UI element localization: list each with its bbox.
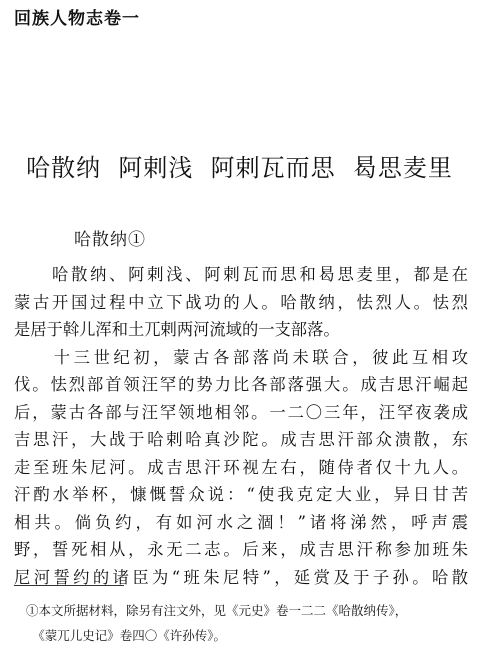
body-line: 尼河誓约的诸臣为“班朱尼特”，延赏及于子孙。哈散 (14, 567, 468, 587)
footnote-line: 《蒙兀儿史记》卷四〇《许孙传》。 (26, 628, 227, 643)
footnotes (26, 598, 471, 648)
running-head: 回族人物志卷一 (14, 9, 140, 29)
body-line: 吉思汗，大战于哈剌哈真沙陀。成吉思汗部众溃散，东 (14, 430, 468, 449)
section-subtitle: 哈散纳① (74, 230, 146, 250)
body-line: 伐。怯烈部首领汪罕的势力比各部落强大。成吉思汗崛起 (14, 375, 468, 394)
body-text (14, 261, 468, 591)
body-line: 汗酌水举杯，慷慨誓众说：“使我克定大业，异日甘苦 (14, 485, 468, 504)
body-line: 野，誓死相从，永无二志。后来，成吉思汗称参加班朱 (14, 540, 468, 559)
body-line: 蒙古开国过程中立下战功的人。哈散纳，怯烈人。怯烈 (14, 292, 468, 312)
body-line: 相共。倘负约，有如河水之涸！”诸将涕然，呼声震 (14, 512, 468, 532)
body-line: 后，蒙古各部与汪罕领地相邻。一二〇三年，汪罕夜袭成 (14, 402, 468, 422)
footnote-divider (14, 585, 124, 586)
body-line: 哈散纳、阿剌浅、阿剌瓦而思和曷思麦里，都是在 (14, 265, 468, 284)
body-line: 是居于斡儿浑和土兀剌两河流域的一支部落。 (14, 320, 340, 339)
body-line: 十三世纪初，蒙古各部落尚未联合，彼此互相攻 (14, 347, 468, 367)
body-line: 走至班朱尼河。成吉思汗环视左右，随侍者仅十九人。 (14, 457, 468, 477)
footnote-line: ①本文所据材料，除另有注文外，见《元史》卷一二二《哈散纳传》， (26, 603, 408, 618)
chapter-title: 哈散纳 阿剌浅 阿剌瓦而思 曷思麦里 (26, 154, 453, 182)
